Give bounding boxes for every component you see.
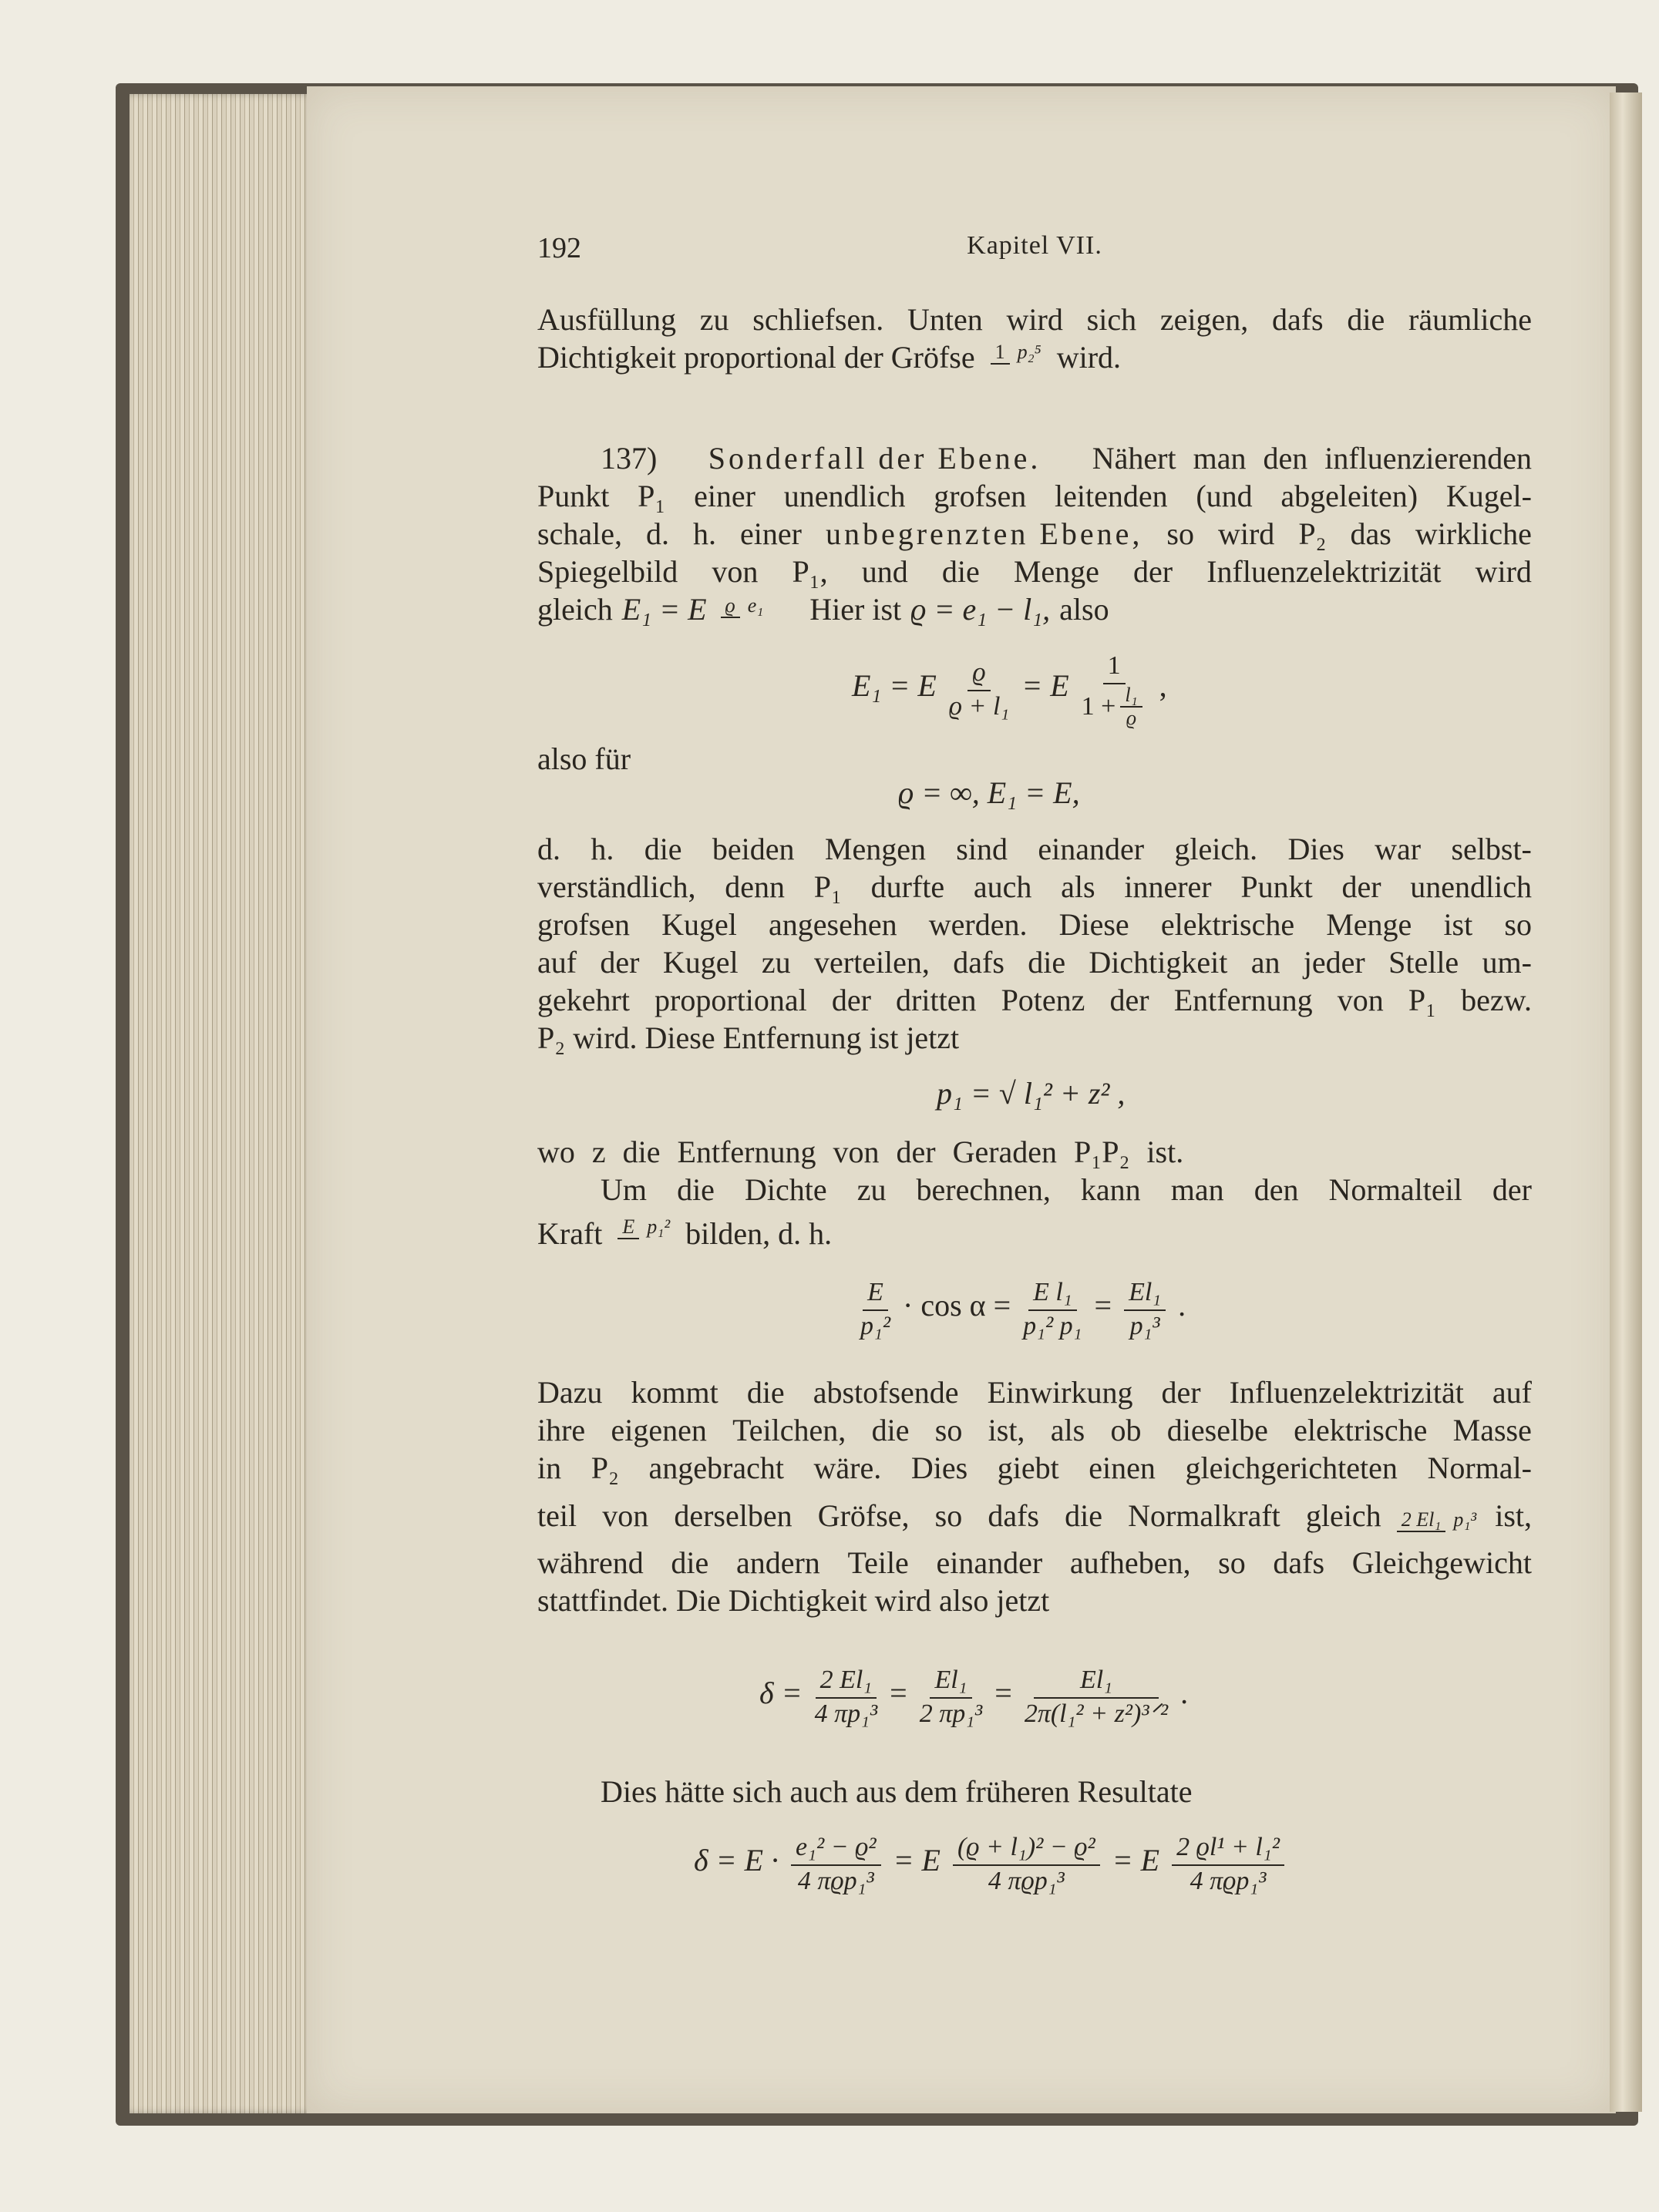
l15-word: die: [677, 1172, 715, 1207]
page-edges: [130, 94, 315, 2113]
res-lhs: δ = E ·: [694, 1843, 779, 1878]
l15-word: den: [1254, 1172, 1299, 1207]
l20_a-word: Gröfse,: [817, 1498, 910, 1533]
line-13-text: P₂ wird. Diese Entfernung ist jetzt: [537, 1020, 960, 1055]
fraction-rho-over-rho-plus-l1: [949, 656, 1009, 722]
frac-num: (ϱ + l₁)² − ϱ²: [953, 1830, 1100, 1866]
l14-word: der: [896, 1135, 936, 1169]
frac-num: El₁: [930, 1663, 971, 1699]
frac-den: 4 πϱp₁³: [1190, 1867, 1267, 1895]
l12-word: Entfernung: [1173, 983, 1313, 1017]
chapter-title: Kapitel VII.: [967, 231, 1102, 260]
frac-den: 4 πϱp₁³: [988, 1867, 1065, 1895]
l21-word: aufheben,: [1069, 1545, 1191, 1580]
l10-word: Menge: [1326, 907, 1412, 942]
frac-num: l₁: [1120, 684, 1142, 708]
l5-word: das: [1350, 516, 1391, 551]
also-text: also: [1059, 592, 1109, 627]
l17-word: kommt: [631, 1375, 718, 1410]
l19-word: in: [537, 1451, 562, 1485]
equals: =: [890, 1676, 907, 1711]
l17-word: Einwirkung: [987, 1375, 1133, 1410]
l4-word: einer: [694, 479, 756, 513]
l9-word: unendlich: [1410, 869, 1532, 904]
l19-word: gleichgerichteten: [1185, 1451, 1398, 1485]
l4-word: grofsen: [934, 479, 1027, 513]
l9-word: als: [1061, 869, 1095, 904]
l6-word: P₁,: [792, 554, 828, 589]
l8-word: sind: [956, 832, 1008, 866]
l8-word: h.: [591, 832, 614, 866]
l1-word: die: [1347, 302, 1385, 337]
l1-word: wird: [1006, 302, 1063, 337]
l3_b-word: Nähert: [1092, 441, 1176, 476]
l1-word: zu: [699, 302, 729, 337]
l12-word: P₁: [1408, 983, 1437, 1017]
frac-den: 2 πp₁³: [919, 1699, 983, 1728]
frac-den: 4 πϱp₁³: [797, 1867, 874, 1895]
l5-word: so: [1166, 516, 1194, 551]
l4-word: Punkt: [537, 479, 610, 513]
text-block-3: [537, 1133, 1532, 1269]
frac-den: p₂⁵: [1017, 341, 1042, 363]
page-number: 192: [537, 232, 581, 264]
equation-rho-infinity: ϱ = ∞, E₁ = E,: [898, 775, 1080, 810]
l12-word: bezw.: [1461, 983, 1532, 1017]
line-19: [537, 1449, 1532, 1487]
l11-word: Kugel: [662, 945, 739, 980]
fraction-E-p1-2: [860, 1276, 890, 1342]
l11-word: Dichtigkeit: [1089, 945, 1228, 980]
l18-word: so: [934, 1413, 963, 1447]
l8-word: die: [644, 832, 682, 866]
l10-word: ist: [1443, 907, 1473, 942]
l4-word: (und: [1196, 479, 1253, 513]
line-23: [537, 1773, 1532, 1810]
l10-word: angesehen: [769, 907, 897, 942]
l5-word: P₂: [1298, 516, 1327, 551]
frac-den: p₁³: [1129, 1312, 1160, 1340]
line-3: [537, 439, 1532, 477]
l15-word: Dichte: [745, 1172, 827, 1207]
l10-word: Diese: [1058, 907, 1129, 942]
l8-word: gleich.: [1174, 832, 1258, 866]
l20_a-word: derselben: [674, 1498, 792, 1533]
l14-word: z: [591, 1135, 606, 1169]
l15-word: Um: [601, 1172, 647, 1207]
frac-den: p₁³: [1453, 1508, 1477, 1531]
frac-den: [1082, 684, 1147, 729]
l11-word: jeder: [1303, 945, 1365, 980]
period: .: [1180, 1676, 1189, 1711]
line-16: [537, 1215, 1532, 1269]
l12-word: proportional: [655, 983, 807, 1017]
section-heading: Sonderfall der Ebene.: [708, 441, 1042, 476]
fraction-rho-e1: [721, 583, 764, 637]
l14-word: Entfernung: [677, 1135, 816, 1169]
line-17: [537, 1373, 1532, 1411]
kraft-text: Kraft: [537, 1216, 603, 1251]
l3_b-word: den: [1263, 441, 1308, 476]
l20_a-word: Normalkraft: [1128, 1498, 1280, 1533]
l15-word: berechnen,: [916, 1172, 1051, 1207]
l6-word: von: [712, 554, 759, 589]
l10-word: grofsen: [537, 907, 630, 942]
l18-word: Teilchen,: [732, 1413, 846, 1447]
line-13: [537, 1019, 1532, 1057]
l10-word: Kugel: [661, 907, 737, 942]
l14-word: die: [622, 1135, 661, 1169]
l20_a-word: die: [1065, 1498, 1102, 1533]
l18-word: ob: [1110, 1413, 1142, 1447]
l11-word: zu: [761, 945, 791, 980]
l14-word: P₁P₂: [1074, 1135, 1130, 1169]
eq1-lhs: E₁ = E: [852, 668, 937, 704]
l5-word: schale,: [537, 516, 622, 551]
l8-word: Mengen: [824, 832, 926, 866]
e1-eq: E₁ = E: [621, 592, 707, 627]
section-137: [537, 439, 1532, 637]
res-mid: = E: [893, 1843, 941, 1878]
frac-num: ϱ: [721, 595, 740, 618]
l9-word: innerer: [1124, 869, 1212, 904]
fraction-res-3: [1172, 1830, 1284, 1897]
line-11: [537, 943, 1532, 981]
one-plus: 1 +: [1081, 692, 1116, 721]
l18-word: dieselbe: [1166, 1413, 1268, 1447]
l12-word: von: [1337, 983, 1384, 1017]
l20_a-word: teil: [537, 1498, 577, 1533]
line-2-text: Dichtigkeit proportional der Gröfse: [537, 340, 975, 375]
l21-word: die: [671, 1545, 709, 1580]
line-5: [537, 515, 1532, 553]
l12-word: Potenz: [1001, 983, 1085, 1017]
l14-word: ist.: [1146, 1135, 1184, 1169]
l19-word: angebracht: [648, 1451, 784, 1485]
frac-num: E l₁: [1028, 1276, 1077, 1311]
l8-word: beiden: [712, 832, 795, 866]
l8-word: war: [1375, 832, 1422, 866]
bilden-text: bilden, d. h.: [685, 1216, 833, 1251]
l11-word: verteilen,: [814, 945, 930, 980]
frac-num: 2 El₁: [1397, 1509, 1446, 1532]
l6-word: Influenzelektrizität: [1206, 554, 1442, 589]
fraction-res-2: [953, 1830, 1100, 1897]
line-also-fuer: [537, 740, 1532, 778]
l10-word: so: [1504, 907, 1532, 942]
line-18: [537, 1411, 1532, 1449]
line-14: [537, 1133, 1532, 1171]
l18-word: ihre: [537, 1413, 586, 1447]
frac-num: El₁: [1124, 1276, 1166, 1311]
l1-word: dafs: [1271, 302, 1324, 337]
l1-word: räumliche: [1408, 302, 1532, 337]
l6-word: Menge: [1013, 554, 1099, 589]
l21-word: so: [1218, 1545, 1246, 1580]
l1-word: Unten: [907, 302, 983, 337]
line-20: [537, 1487, 1532, 1544]
also-fuer-text: also für: [537, 741, 631, 776]
l5-word: d.: [645, 516, 669, 551]
l9-word: der: [1341, 869, 1381, 904]
l6-word: der: [1133, 554, 1173, 589]
line-2-end: wird.: [1056, 340, 1122, 375]
res-mid-2: = E: [1112, 1843, 1160, 1878]
frac-den: 4 πp₁³: [814, 1699, 878, 1728]
l9-word: durfte: [870, 869, 945, 904]
frac-num: ϱ: [967, 656, 990, 691]
l12-word: dritten: [896, 983, 977, 1017]
l18-word: die: [871, 1413, 910, 1447]
next-page-edge: [1610, 92, 1642, 2112]
l19-word: Dies: [910, 1451, 968, 1485]
delta-lhs: δ =: [759, 1676, 803, 1711]
l18-word: elektrische: [1294, 1413, 1428, 1447]
rho-definition: ϱ = e₁ − l₁,: [910, 592, 1051, 627]
l4-word: P₁: [638, 479, 666, 513]
text-block-4: [537, 1373, 1532, 1619]
l20_a-word: von: [602, 1498, 649, 1533]
frac-num: 2 ϱl¹ + l₁²: [1172, 1830, 1284, 1866]
cos-alpha: · cos α =: [903, 1288, 1011, 1323]
fraction-res-1: [791, 1830, 881, 1897]
l8-word: Dies: [1287, 832, 1344, 866]
l17-word: abstofsende: [813, 1375, 959, 1410]
l6-word: wird: [1475, 554, 1532, 589]
l21-word: dafs: [1273, 1545, 1325, 1580]
text-block-1: [537, 301, 1532, 385]
l21-word: Teile: [847, 1545, 909, 1580]
fraction-El1-2pi: [920, 1663, 983, 1730]
l17-word: Dazu: [537, 1375, 603, 1410]
line-9: [537, 868, 1532, 906]
line-22: [537, 1582, 1532, 1619]
l5-word: wirkliche: [1415, 516, 1532, 551]
frac-num: 1: [1103, 649, 1126, 684]
line-4: [537, 477, 1532, 515]
fraction-El1-p1p1: [1023, 1276, 1082, 1342]
line-6: [537, 553, 1532, 590]
l8-word: selbst-: [1451, 832, 1532, 866]
section-number: 137): [601, 441, 658, 476]
eq1-mid: = E: [1021, 668, 1069, 704]
l12-word: der: [1109, 983, 1149, 1017]
frac-den: p₁² p₁: [1023, 1312, 1082, 1340]
l11-word: Stelle: [1388, 945, 1459, 980]
text-block-5: [537, 1773, 1532, 1810]
frac-num: 2 El₁: [816, 1663, 877, 1699]
frac-den: ϱ + l₁: [948, 692, 1010, 721]
l9-word: denn: [725, 869, 785, 904]
fraction-2El1-p1-3: [1397, 1497, 1477, 1535]
l6-word: Spiegelbild: [537, 554, 678, 589]
fraction-E-over-p1-2: [617, 1204, 670, 1269]
equation-resultate: [694, 1830, 1289, 1897]
frac-den: p₁²: [647, 1215, 671, 1238]
l6-word: die: [941, 554, 980, 589]
l20_a-word: so: [934, 1498, 963, 1533]
line-21: [537, 1544, 1532, 1582]
l11-word: dafs: [953, 945, 1004, 980]
l4-word: leitenden: [1054, 479, 1168, 513]
equation-delta: [759, 1663, 1188, 1730]
l11-word: um-: [1482, 945, 1532, 980]
frac-num: E: [863, 1276, 888, 1311]
l3_b-word: influenzierenden: [1324, 441, 1532, 476]
l18-word: ist,: [988, 1413, 1025, 1447]
l11-word: an: [1250, 945, 1280, 980]
l6-word: und: [861, 554, 908, 589]
l9-word: P₁: [813, 869, 842, 904]
line-23-text: Dies hätte sich auch aus dem früheren Resultate: [601, 1774, 1193, 1809]
l21-word: während: [537, 1545, 644, 1580]
l8-word: einander: [1038, 832, 1145, 866]
l18-word: als: [1050, 1413, 1085, 1447]
l15-word: man: [1170, 1172, 1224, 1207]
l14-word: wo: [537, 1135, 575, 1169]
l10-word: werden.: [928, 907, 1028, 942]
l12-word: der: [831, 983, 871, 1017]
l9-word: verständlich,: [537, 869, 696, 904]
equation-e1: [852, 649, 1167, 729]
l3_b-word: man: [1193, 441, 1247, 476]
fraction-El1-2pi-sqrt: [1025, 1663, 1168, 1730]
fraction-El1-p1-3: [1124, 1276, 1166, 1342]
l21-word: einander: [936, 1545, 1043, 1580]
l17-word: die: [746, 1375, 785, 1410]
l17-word: Influenzelektrizität: [1229, 1375, 1464, 1410]
line-15: [537, 1171, 1532, 1209]
l4-word: Kugel-: [1445, 479, 1532, 513]
l15-word: zu: [856, 1172, 887, 1207]
l15-word: kann: [1080, 1172, 1141, 1207]
l1-word: schliefsen.: [752, 302, 884, 337]
l12-word: gekehrt: [537, 983, 630, 1017]
eq1-tail: ,: [1159, 668, 1167, 704]
frac-den: p₁²: [860, 1312, 891, 1340]
l19-word: einen: [1089, 1451, 1156, 1485]
l9-word: auch: [973, 869, 1032, 904]
l5-word: einer: [740, 516, 802, 551]
fraction-2El1-4pi: [815, 1663, 878, 1730]
period: .: [1178, 1288, 1186, 1323]
text-block-2: [537, 830, 1532, 1057]
l17-word: auf: [1492, 1375, 1532, 1410]
l14-word: von: [833, 1135, 880, 1169]
l11-word: auf: [537, 945, 577, 980]
line-10: [537, 906, 1532, 943]
l4-word: abgeleiten): [1280, 479, 1418, 513]
line-8: [537, 830, 1532, 868]
equals: =: [994, 1676, 1012, 1711]
fraction-1-over-1-plus: [1082, 649, 1147, 729]
l19-word: P₂: [591, 1451, 619, 1485]
fraction-l1-over-rho: [1120, 684, 1142, 729]
l19-word: giebt: [997, 1451, 1059, 1485]
frac-den: ϱ: [1126, 707, 1137, 729]
frac-den: e₁: [747, 594, 764, 617]
l5-word: wird: [1217, 516, 1275, 551]
hier-ist-text: Hier ist: [809, 592, 902, 627]
l8-word: d.: [537, 832, 560, 866]
l1-word: zeigen,: [1159, 302, 1249, 337]
l20_a-word: gleich: [1305, 1498, 1381, 1533]
equals: =: [1094, 1288, 1112, 1323]
equation-cos: [856, 1276, 1186, 1342]
l15-word: Normalteil: [1328, 1172, 1462, 1207]
l11-word: die: [1028, 945, 1066, 980]
gleich-text: gleich: [537, 592, 613, 627]
equation-p1: p₁ = √ l₁² + z² ,: [937, 1076, 1126, 1111]
frac-num: El₁: [1034, 1663, 1159, 1699]
frac-num: E: [617, 1216, 639, 1239]
l5-word: h.: [692, 516, 716, 551]
l18-word: eigenen: [611, 1413, 707, 1447]
l14-word: Geraden: [952, 1135, 1058, 1169]
frac-num: 1: [991, 341, 1010, 365]
line-22-text: stattfindet. Die Dichtigkeit wird also jetzt: [537, 1583, 1050, 1618]
l21-word: Gleichgewicht: [1351, 1545, 1532, 1580]
l17-word: der: [1161, 1375, 1201, 1410]
line-12: [537, 981, 1532, 1019]
l4-word: unendlich: [783, 479, 906, 513]
frac-num: e₁² − ϱ²: [791, 1830, 881, 1866]
also-fuer-line: [537, 740, 1532, 778]
l5-word: unbegrenzten Ebene,: [825, 516, 1143, 551]
l9-word: Punkt: [1240, 869, 1313, 904]
l1-word: sich: [1086, 302, 1137, 337]
ist-text: ist,: [1495, 1498, 1532, 1533]
line-2: [537, 338, 1532, 385]
l11-word: der: [600, 945, 640, 980]
l15-word: der: [1492, 1172, 1532, 1207]
l20_a-word: dafs: [988, 1498, 1039, 1533]
l10-word: elektrische: [1160, 907, 1295, 942]
fraction-1-over-p2-5: [991, 329, 1042, 385]
l21-word: andern: [735, 1545, 820, 1580]
line-7: [537, 590, 1532, 637]
l19-word: Normal-: [1427, 1451, 1532, 1485]
l18-word: Masse: [1452, 1413, 1532, 1447]
frac-den: 2π(l₁² + z²)³ᐟ²: [1024, 1699, 1169, 1728]
l1-word: Ausfüllung: [537, 302, 676, 337]
l19-word: wäre.: [813, 1451, 882, 1485]
running-header: [537, 231, 1532, 270]
